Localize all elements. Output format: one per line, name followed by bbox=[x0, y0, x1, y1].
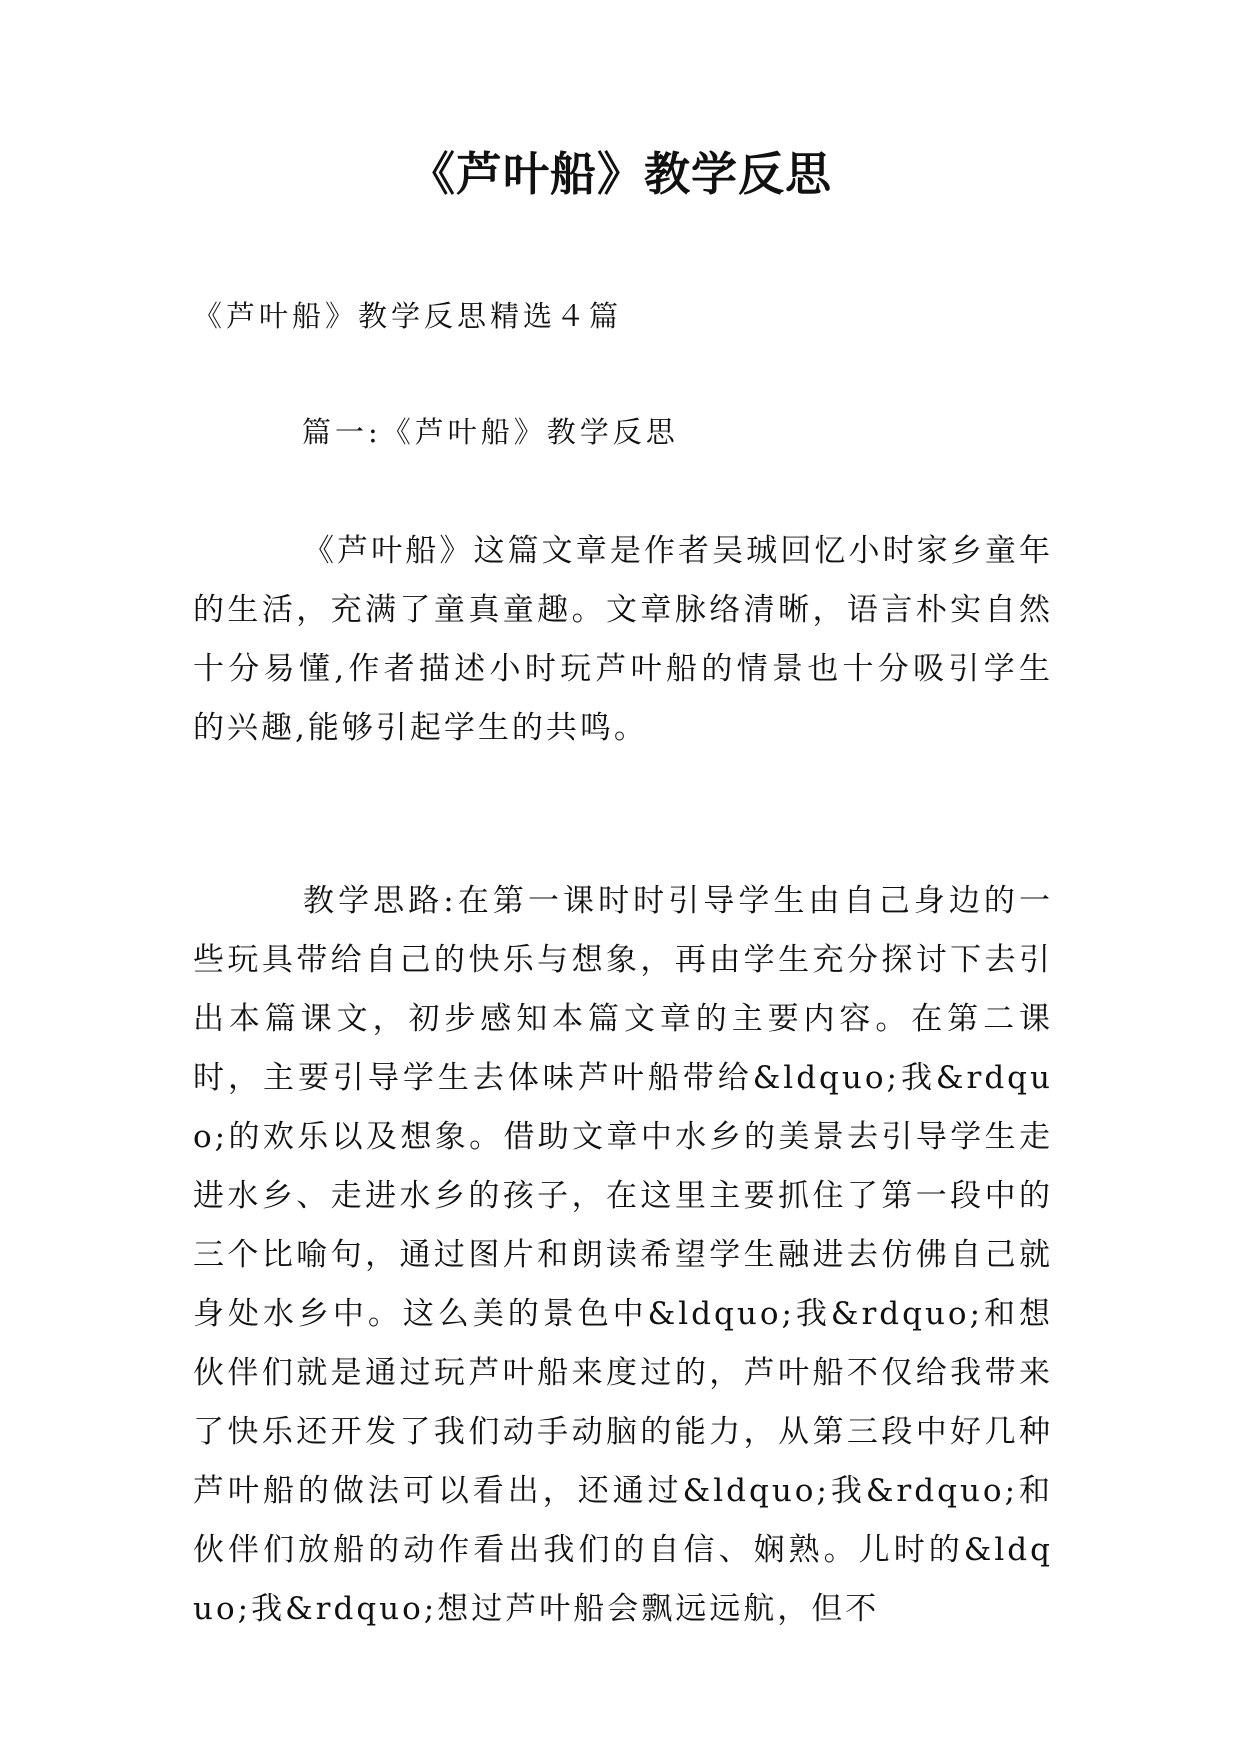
section-heading: 篇一:《芦叶船》教学反思 bbox=[302, 415, 679, 449]
document-title: 《芦叶船》教学反思 bbox=[409, 147, 832, 201]
body-paragraph: 教学思路:在第一课时时引导学生由自己身边的一些玩具带给自己的快乐与想象，再由学生充分探讨下去引出本篇课文，初步感知本篇文章的主要内容。在第二课时，主要引导学生去体味芦叶船带给&ldquo;我&rdquo;的欢乐以及想象。借助文章中水乡的美景去引导学生走进水乡、走进水乡的孩子，在这里主要抓住了第一段中的三个比喻句，通过图片和朗读希望学生融进去仿佛自己就身处水乡中。这么美的景色中&ldquo;我&rdquo;和想伙伴们就是通过玩芦叶船来度过的，芦叶船不仅给我带来了快乐还开发了我们动手动脑的能力，从第三段中好几种芦叶船的做法可以看出，还通过&ldquo;我&rdquo;和伙伴们放船的动作看出我们的自信、娴熟。儿时的&ldquo;我&rdquo;想过芦叶船会飘远远航，但不 bbox=[193, 883, 1053, 1627]
document-subtitle: 《芦叶船》教学反思精选４篇 bbox=[193, 299, 623, 333]
body-paragraph: 《芦叶船》这篇文章是作者吴珹回忆小时家乡童年的生活，充满了童真童趣。文章脉络清晰，语言朴实自然十分易懂,作者描述小时玩芦叶船的情景也十分吸引学生的兴趣,能够引起学生的共鸣。 bbox=[193, 533, 1053, 746]
